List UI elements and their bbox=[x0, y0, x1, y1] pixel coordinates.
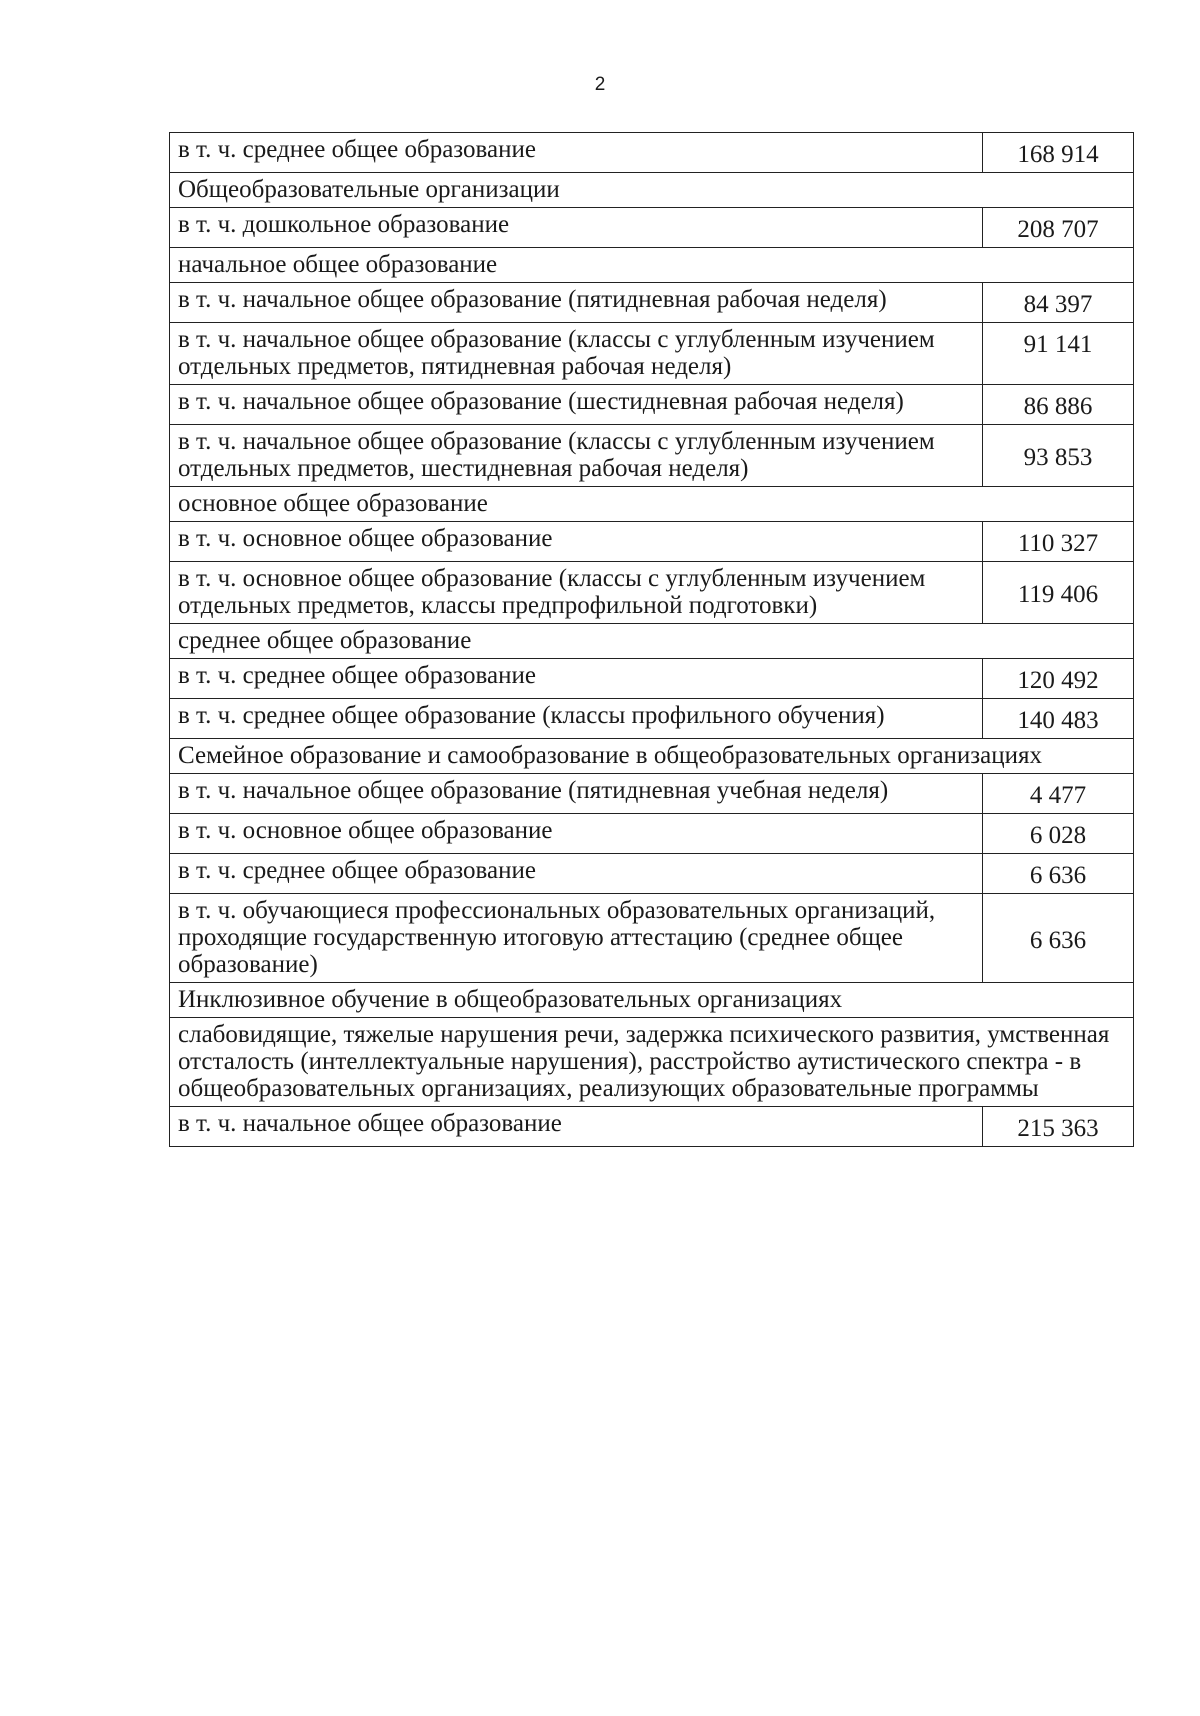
table-row bbox=[170, 814, 1134, 854]
table-row bbox=[170, 283, 1134, 323]
row-label: в т. ч. обучающиеся профессиональных образовательных организаций, проходящие государственную итоговую аттестацию (среднее общее образование) bbox=[170, 894, 983, 983]
row-label: в т. ч. основное общее образование bbox=[170, 522, 983, 562]
row-value: 119 406 bbox=[983, 562, 1134, 624]
row-label: в т. ч. основное общее образование (классы с углубленным изучением отдельных предметов, классы предпрофильной подготовки) bbox=[170, 562, 983, 624]
section-heading: Семейное образование и самообразование в общеобразовательных организациях bbox=[170, 739, 1134, 774]
normatives-table bbox=[169, 132, 1134, 1147]
section-heading: основное общее образование bbox=[170, 487, 1134, 522]
row-value: 6 636 bbox=[983, 894, 1134, 983]
section-heading: начальное общее образование bbox=[170, 248, 1134, 283]
row-label: в т. ч. среднее общее образование bbox=[170, 854, 983, 894]
table-row bbox=[170, 133, 1134, 173]
row-value: 91 141 bbox=[983, 323, 1134, 385]
table-row bbox=[170, 854, 1134, 894]
table-row bbox=[170, 425, 1134, 487]
table-row bbox=[170, 208, 1134, 248]
row-value: 4 477 bbox=[983, 774, 1134, 814]
table-row-section bbox=[170, 983, 1134, 1018]
page-number: 2 bbox=[594, 74, 606, 95]
row-label: в т. ч. начальное общее образование (классы с углубленным изучением отдельных предметов, пятидневная рабочая неделя) bbox=[170, 323, 983, 385]
row-label: в т. ч. начальное общее образование (классы с углубленным изучением отдельных предметов, шестидневная рабочая неделя) bbox=[170, 425, 983, 487]
row-label: в т. ч. начальное общее образование bbox=[170, 1107, 983, 1147]
row-value: 110 327 bbox=[983, 522, 1134, 562]
row-value: 208 707 bbox=[983, 208, 1134, 248]
row-value: 93 853 bbox=[983, 425, 1134, 487]
row-value: 120 492 bbox=[983, 659, 1134, 699]
row-value: 168 914 bbox=[983, 133, 1134, 173]
table-row bbox=[170, 385, 1134, 425]
table-row bbox=[170, 894, 1134, 983]
row-label: в т. ч. начальное общее образование (пятидневная рабочая неделя) bbox=[170, 283, 983, 323]
section-heading: среднее общее образование bbox=[170, 624, 1134, 659]
row-label: в т. ч. дошкольное образование bbox=[170, 208, 983, 248]
row-label: в т. ч. начальное общее образование (пятидневная учебная неделя) bbox=[170, 774, 983, 814]
row-label: в т. ч. среднее общее образование (классы профильного обучения) bbox=[170, 699, 983, 739]
row-label: в т. ч. начальное общее образование (шестидневная рабочая неделя) bbox=[170, 385, 983, 425]
table-row-section bbox=[170, 248, 1134, 283]
section-heading: Общеобразовательные организации bbox=[170, 173, 1134, 208]
table-row bbox=[170, 699, 1134, 739]
row-value: 84 397 bbox=[983, 283, 1134, 323]
table-row-section bbox=[170, 173, 1134, 208]
row-value: 6 028 bbox=[983, 814, 1134, 854]
table-row bbox=[170, 774, 1134, 814]
row-value: 86 886 bbox=[983, 385, 1134, 425]
row-value: 6 636 bbox=[983, 854, 1134, 894]
table-row-section bbox=[170, 739, 1134, 774]
row-label: в т. ч. среднее общее образование bbox=[170, 133, 983, 173]
table-row bbox=[170, 659, 1134, 699]
table-row bbox=[170, 323, 1134, 385]
table-row bbox=[170, 562, 1134, 624]
table-row bbox=[170, 1107, 1134, 1147]
table-row-section bbox=[170, 624, 1134, 659]
row-label: в т. ч. среднее общее образование bbox=[170, 659, 983, 699]
row-value: 140 483 bbox=[983, 699, 1134, 739]
table-row-section bbox=[170, 487, 1134, 522]
table-row bbox=[170, 522, 1134, 562]
row-label: в т. ч. основное общее образование bbox=[170, 814, 983, 854]
table-row-section bbox=[170, 1018, 1134, 1107]
section-heading: слабовидящие, тяжелые нарушения речи, задержка психического развития, умственная отсталость (интеллектуальные нарушения), расстройство аутистического спектра - в общеобразовательных организациях, реализующих образовательные программы bbox=[170, 1018, 1134, 1107]
section-heading: Инклюзивное обучение в общеобразовательных организациях bbox=[170, 983, 1134, 1018]
row-value: 215 363 bbox=[983, 1107, 1134, 1147]
